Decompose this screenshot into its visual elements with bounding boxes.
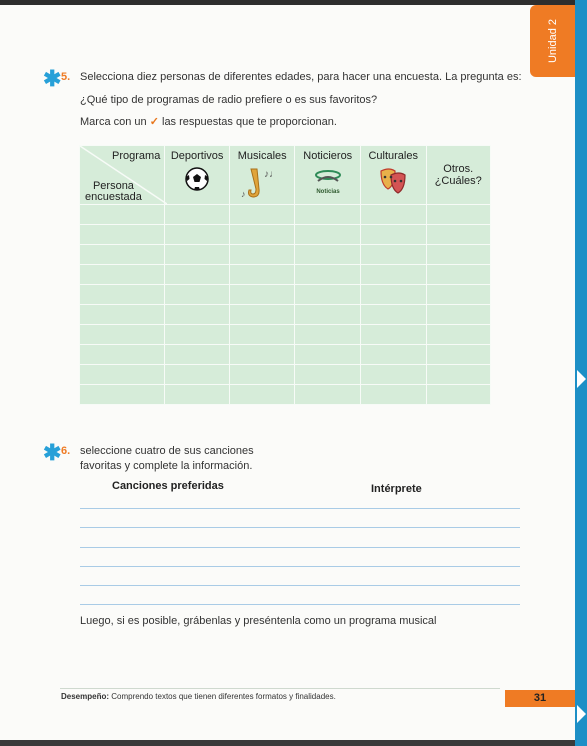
table-cell[interactable]: [229, 385, 295, 405]
svg-text:♪: ♪: [241, 189, 246, 199]
answer-line[interactable]: [80, 547, 520, 548]
question-5-number: 5.: [61, 71, 71, 83]
table-cell[interactable]: [360, 365, 426, 385]
table-cell[interactable]: [360, 265, 426, 285]
table-row: [80, 285, 491, 305]
column-culturales: Culturales: [360, 146, 426, 205]
table-cell[interactable]: [426, 305, 491, 325]
table-cell[interactable]: [80, 305, 165, 325]
star-icon: ✱: [43, 66, 62, 91]
table-cell[interactable]: [165, 325, 230, 345]
table-cell[interactable]: [229, 285, 295, 305]
table-cell[interactable]: [229, 365, 295, 385]
answer-line[interactable]: [80, 566, 520, 567]
table-cell[interactable]: [229, 345, 295, 365]
unit-tab: [530, 5, 575, 77]
column-otros: Otros. ¿Cuáles?: [426, 146, 491, 205]
table-cell[interactable]: [80, 345, 165, 365]
table-cell[interactable]: [229, 245, 295, 265]
corner-header: [80, 146, 165, 205]
songs-column-header: Canciones preferidas: [112, 480, 224, 492]
table-row: [80, 245, 491, 265]
table-cell[interactable]: [80, 225, 165, 245]
unit-tab-label: Unidad 2: [546, 18, 559, 64]
table-cell[interactable]: [80, 325, 165, 345]
top-border: [0, 0, 587, 5]
news-logo-icon: [308, 165, 348, 197]
table-cell[interactable]: [360, 205, 426, 225]
table-cell[interactable]: [360, 245, 426, 265]
table-row: [80, 365, 491, 385]
table-cell[interactable]: [80, 265, 165, 285]
table-cell[interactable]: [295, 345, 361, 365]
corner-persona: Persona encuestada: [85, 180, 142, 203]
answer-line[interactable]: [80, 585, 520, 586]
table-cell[interactable]: [80, 365, 165, 385]
column-deportivos: Deportivos: [165, 146, 230, 205]
footer-text: Desempeño: Comprendo textos que tienen diferentes formatos y finalidades.: [61, 692, 336, 701]
table-cell[interactable]: [426, 345, 491, 365]
column-musicales: Musicales ♪♩ ♪: [229, 146, 295, 205]
star-icon: ✱: [43, 440, 62, 465]
instruction-before: Marca con un: [80, 116, 147, 128]
question-5-line1: Selecciona diez personas de diferentes edades, para hacer una encuesta. La pregunta es:: [80, 71, 522, 83]
performer-column-header: Intérprete: [371, 483, 422, 495]
table-cell[interactable]: [295, 245, 361, 265]
table-cell[interactable]: [360, 305, 426, 325]
table-row: [80, 345, 491, 365]
svg-text:♪♩: ♪♩: [264, 169, 280, 180]
table-cell[interactable]: [426, 385, 491, 405]
closing-instruction: Luego, si es posible, grábenlas y preséntenla como un programa musical: [80, 615, 437, 627]
table-row: [80, 225, 491, 245]
table-cell[interactable]: [165, 205, 230, 225]
table-body: [80, 205, 491, 405]
table-cell[interactable]: [360, 285, 426, 305]
table-cell[interactable]: [295, 225, 361, 245]
table-cell[interactable]: [229, 225, 295, 245]
table-cell[interactable]: [295, 265, 361, 285]
table-cell[interactable]: [426, 205, 491, 225]
table-cell[interactable]: [80, 285, 165, 305]
saxophone-icon: [237, 165, 287, 201]
table-cell[interactable]: [360, 225, 426, 245]
corner-programa: Programa: [112, 150, 161, 162]
table-cell[interactable]: [165, 225, 230, 245]
table-cell[interactable]: [426, 225, 491, 245]
question-6-number: 6.: [61, 445, 71, 457]
table-cell[interactable]: [360, 385, 426, 405]
table-row: [80, 325, 491, 345]
question-6-line2: favoritas y complete la información.: [80, 460, 253, 472]
table-cell[interactable]: [229, 305, 295, 325]
table-cell[interactable]: [80, 245, 165, 265]
table-cell[interactable]: [360, 325, 426, 345]
table-cell[interactable]: [165, 265, 230, 285]
table-cell[interactable]: [295, 325, 361, 345]
table-cell[interactable]: [426, 365, 491, 385]
table-cell[interactable]: [360, 345, 426, 365]
table-cell[interactable]: [229, 325, 295, 345]
column-noticieros: Noticieros Noticias: [295, 146, 361, 205]
checkmark-icon: ✓: [149, 116, 159, 128]
table-cell[interactable]: [295, 365, 361, 385]
table-row: [80, 205, 491, 225]
table-cell[interactable]: [165, 385, 230, 405]
table-row: [80, 265, 491, 285]
table-cell[interactable]: [165, 365, 230, 385]
table-cell[interactable]: [295, 305, 361, 325]
svg-text:Noticias: Noticias: [316, 189, 340, 195]
survey-table: [79, 145, 491, 405]
next-page-arrow-icon[interactable]: [577, 705, 586, 723]
question-5-line2: ¿Qué tipo de programas de radio prefiere o es sus favoritos?: [80, 94, 378, 106]
table-header-row: [80, 146, 491, 205]
table-cell[interactable]: [165, 345, 230, 365]
answer-line[interactable]: [80, 508, 520, 509]
table-cell[interactable]: [426, 245, 491, 265]
page-number: 31: [505, 690, 575, 707]
next-page-arrow-icon[interactable]: [577, 370, 586, 388]
table-row: [80, 305, 491, 325]
table-row: [80, 385, 491, 405]
question-5-line3: [80, 115, 337, 128]
table-cell[interactable]: [80, 385, 165, 405]
table-cell[interactable]: [165, 305, 230, 325]
table-cell[interactable]: [80, 205, 165, 225]
question-6-line1: seleccione cuatro de sus canciones: [80, 445, 254, 457]
table-cell[interactable]: [426, 325, 491, 345]
table-cell[interactable]: [229, 265, 295, 285]
theater-masks-icon: [375, 165, 411, 199]
answer-line[interactable]: [80, 604, 520, 605]
table-cell[interactable]: [426, 265, 491, 285]
footer-divider: [60, 688, 500, 689]
table-cell[interactable]: [229, 205, 295, 225]
table-cell[interactable]: [426, 285, 491, 305]
table-cell[interactable]: [295, 385, 361, 405]
instruction-after: las respuestas que te proporcionan.: [162, 116, 337, 128]
table-cell[interactable]: [165, 245, 230, 265]
answer-line[interactable]: [80, 527, 520, 528]
table-cell[interactable]: [295, 205, 361, 225]
table-cell[interactable]: [165, 285, 230, 305]
table-cell[interactable]: [295, 285, 361, 305]
soccer-ball-icon: [183, 165, 211, 193]
